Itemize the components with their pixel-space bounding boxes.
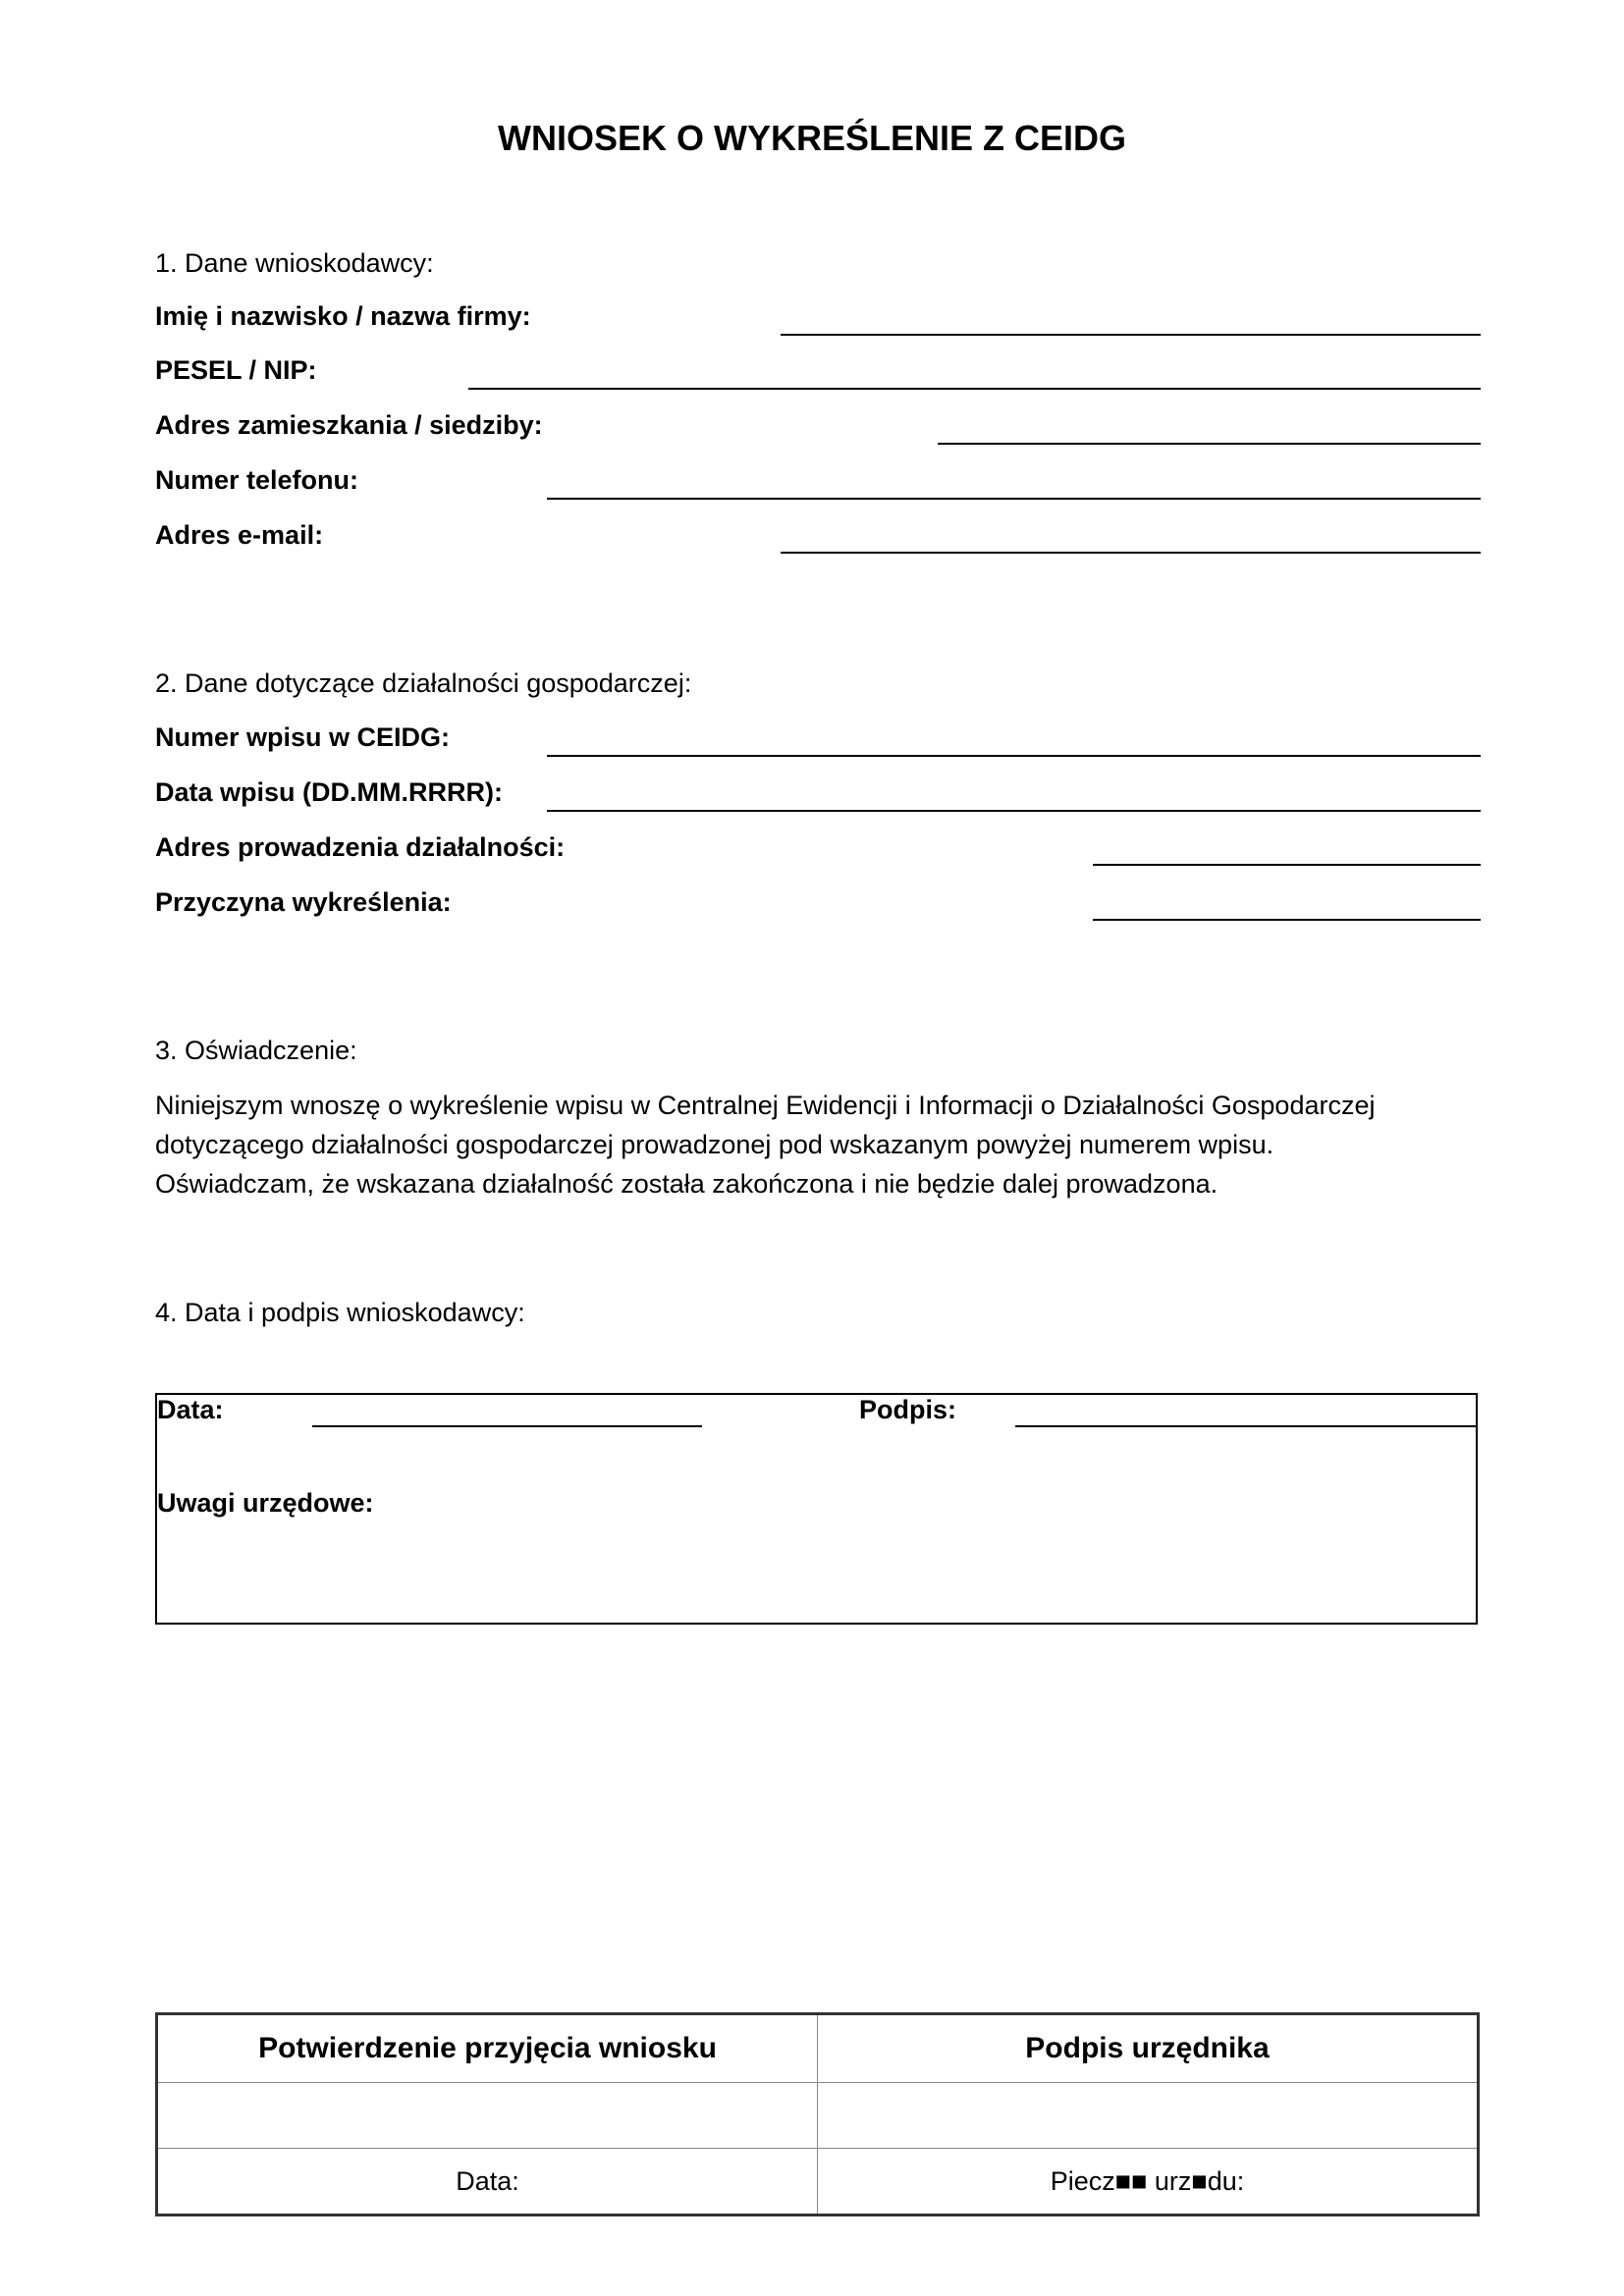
declaration-text <box>155 1086 1490 1203</box>
declaration-line: dotyczącego działalności gospodarczej prowadzonej pod wskazanym powyżej numerem wpisu. <box>155 1130 1274 1159</box>
entry-date-field[interactable] <box>547 810 1481 812</box>
reason-label: Przyczyna wykreślenia: <box>155 887 452 917</box>
official-signature-cell[interactable] <box>818 2083 1479 2149</box>
section3-heading: 3. Oświadczenie: <box>155 1036 357 1065</box>
name-label: Imię i nazwisko / nazwa firmy: <box>155 301 531 331</box>
section4-heading: 4. Data i podpis wnioskodawcy: <box>155 1298 525 1327</box>
confirmation-header: Potwierdzenie przyjęcia wniosku <box>157 2014 818 2083</box>
confirmation-cell[interactable] <box>157 2083 818 2149</box>
name-field[interactable] <box>781 334 1481 336</box>
declaration-line: Oświadczam, że wskazana działalność została zakończona i nie będzie dalej prowadzona. <box>155 1169 1218 1199</box>
address-field[interactable] <box>938 443 1481 445</box>
official-signature-header: Podpis urzędnika <box>818 2014 1479 2083</box>
section2-heading: 2. Dane dotyczące działalności gospodarczej: <box>155 668 692 698</box>
declaration-line: Niniejszym wnoszę o wykreślenie wpisu w Centralnej Ewidencji i Informacji o Działalności Gospodarczej <box>155 1091 1376 1120</box>
ceidg-number-label: Numer wpisu w CEIDG: <box>155 722 451 752</box>
remarks-label: Uwagi urzędowe: <box>157 1488 374 1518</box>
reason-field[interactable] <box>1093 919 1481 921</box>
date-label: Data: <box>157 1395 224 1424</box>
entry-date-label: Data wpisu (DD.MM.RRRR): <box>155 777 503 807</box>
phone-field[interactable] <box>547 498 1481 500</box>
office-stamp-cell: Piecz■■ urz■du: <box>818 2149 1479 2216</box>
signature-label: Podpis: <box>859 1395 956 1424</box>
confirmation-table <box>155 2012 1480 2216</box>
ceidg-number-field[interactable] <box>547 755 1481 757</box>
pesel-field[interactable] <box>468 388 1481 390</box>
signature-box <box>155 1393 1478 1625</box>
pesel-label: PESEL / NIP: <box>155 355 317 385</box>
email-field[interactable] <box>781 552 1481 554</box>
confirmation-date-cell: Data: <box>157 2149 818 2216</box>
phone-label: Numer telefonu: <box>155 465 359 495</box>
business-address-label: Adres prowadzenia działalności: <box>155 832 566 862</box>
section1-heading: 1. Dane wnioskodawcy: <box>155 248 434 278</box>
form-title: WNIOSEK O WYKREŚLENIE Z CEIDG <box>497 118 1127 158</box>
email-label: Adres e-mail: <box>155 520 324 550</box>
address-label: Adres zamieszkania / siedziby: <box>155 410 543 440</box>
date-field[interactable] <box>312 1425 702 1427</box>
signature-field[interactable] <box>1015 1425 1478 1427</box>
business-address-field[interactable] <box>1093 864 1481 866</box>
